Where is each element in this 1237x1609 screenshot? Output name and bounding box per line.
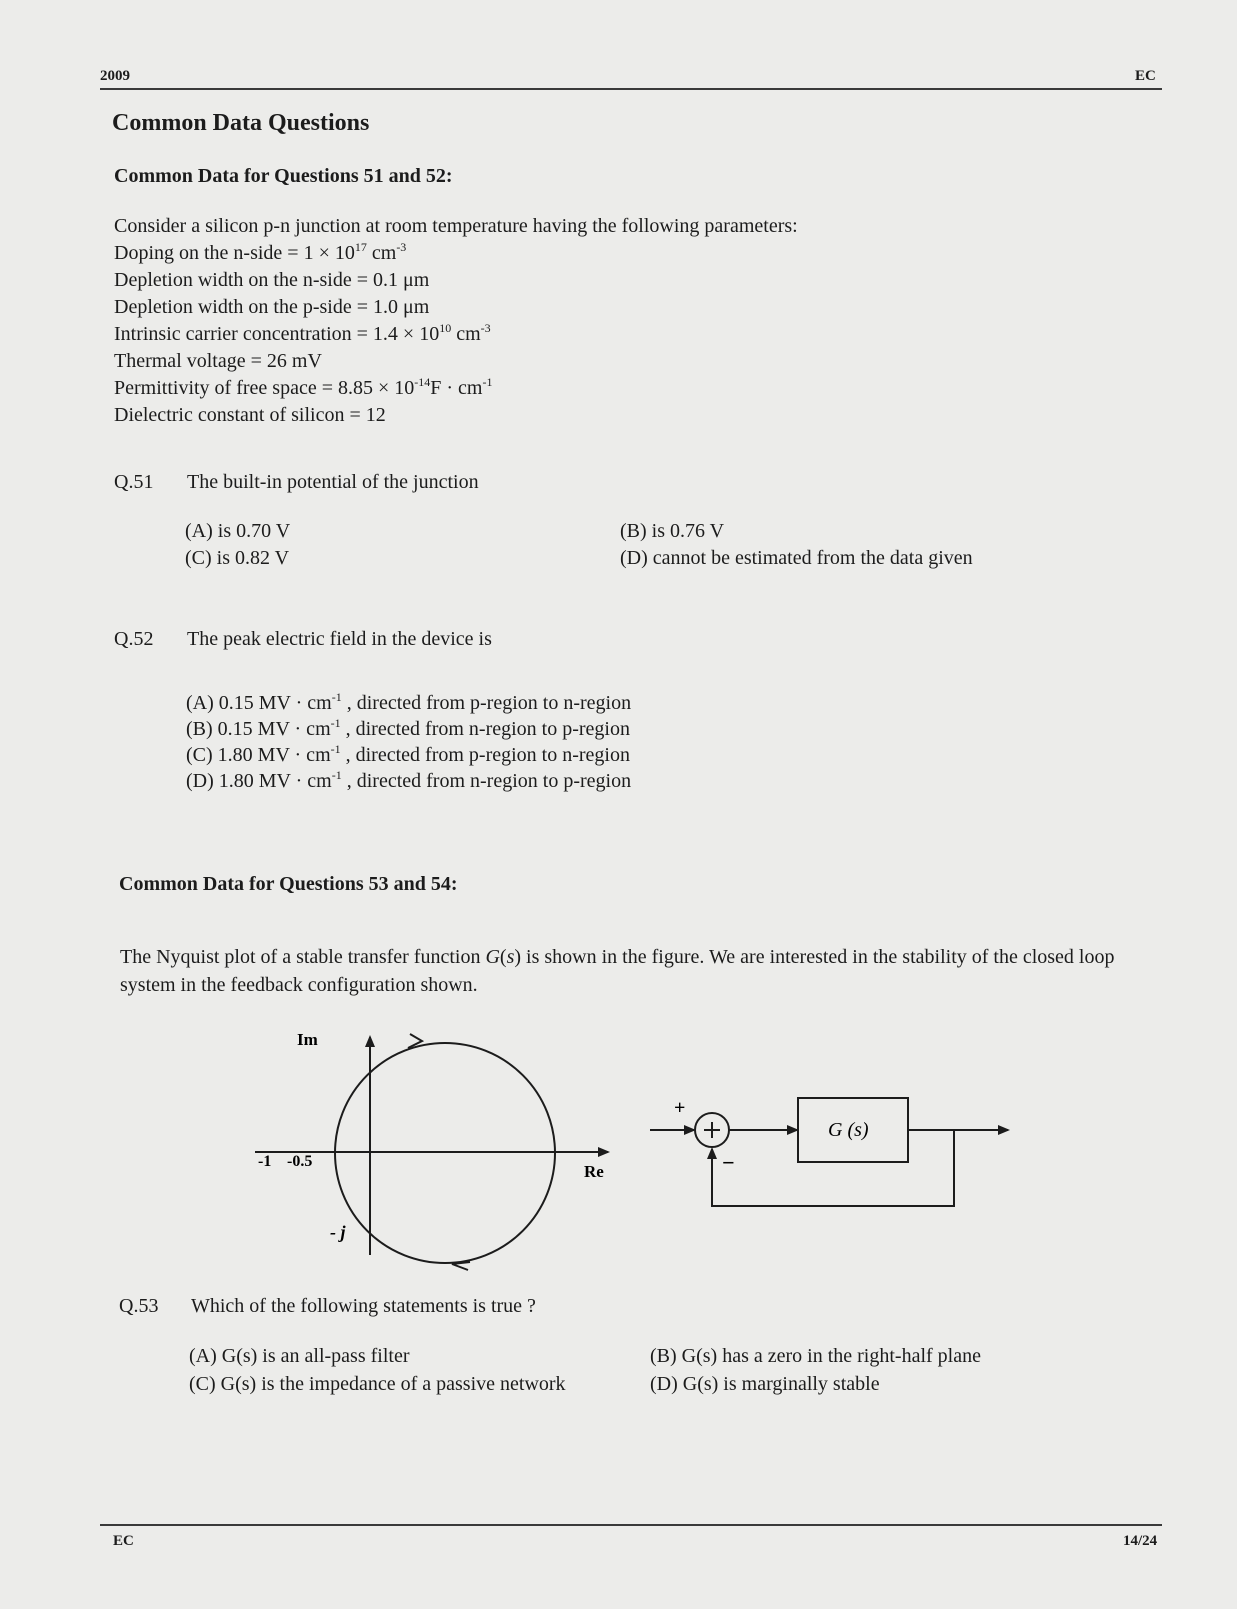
param-thermal-voltage: Thermal voltage = 26 mV (114, 350, 322, 372)
q52-option-d[interactable]: (D) 1.80 MV · $cm^{-1}$ , directed from n-region to p-region (186, 768, 632, 792)
footer-page-number: 14/24 (1123, 1533, 1158, 1549)
q52-number: Q.52 (114, 628, 154, 650)
q53-option-b[interactable]: (B) G(s) has a zero in the right-half plane (650, 1345, 981, 1367)
q53-option-a[interactable]: (A) G(s) is an all-pass filter (189, 1345, 410, 1367)
tick-minus-one: -1 (258, 1153, 272, 1170)
q52-option-a[interactable]: (A) 0.15 MV · $cm^{-1}$ , directed from p-region to n-region (186, 690, 632, 714)
param-depletion-n: Depletion width on the n-side = 0.1 μm (114, 269, 430, 291)
nyquist-plot (255, 1030, 608, 1270)
g-s-label: G (s) (828, 1119, 869, 1141)
q53-number: Q.53 (119, 1295, 159, 1317)
q52-option-c[interactable]: (C) 1.80 MV · $cm^{-1}$ , directed from p-region to n-region (186, 742, 630, 766)
q53-text: Which of the following statements is true ? (191, 1295, 536, 1317)
im-label: Im (297, 1030, 318, 1049)
header-paper-code: EC (1135, 68, 1156, 84)
param-intrinsic: Intrinsic carrier concentration = $1.4 \times 10^{10}$ $cm^{-3}$ (114, 321, 491, 345)
q53-option-d[interactable]: (D) G(s) is marginally stable (650, 1373, 880, 1395)
feedback-block-diagram (650, 1097, 1008, 1206)
param-permittivity: Permittivity of free space = $8.85 \times 10^{-14}F \cdot cm^{-1}$ (114, 375, 493, 399)
group1-title: Common Data for Questions 51 and 52: (114, 165, 453, 187)
q51-option-b[interactable]: (B) is 0.76 V (620, 520, 725, 542)
q51-option-c[interactable]: (C) is 0.82 V (185, 547, 290, 569)
param-depletion-p: Depletion width on the p-side = 1.0 μm (114, 296, 430, 318)
param-doping: Doping on the n-side = $1 \times 10^{17}$ $cm^{-3}$ (114, 240, 407, 264)
header-year: 2009 (100, 68, 130, 84)
q51-option-a[interactable]: (A) is 0.70 V (185, 520, 291, 542)
param-dielectric: Dielectric constant of silicon = 12 (114, 404, 386, 426)
q51-text: The built-in potential of the junction (187, 471, 479, 493)
feedback-path (712, 1130, 954, 1206)
minus-sign: − (722, 1150, 735, 1175)
q53-option-c[interactable]: (C) G(s) is the impedance of a passive network (189, 1373, 566, 1395)
re-label: Re (584, 1162, 604, 1181)
direction-arrow-bottom (452, 1262, 470, 1270)
q52-text: The peak electric field in the device is (187, 628, 492, 650)
section-title: Common Data Questions (112, 110, 370, 136)
q51-option-d[interactable]: (D) cannot be estimated from the data given (620, 547, 973, 569)
q51-number: Q.51 (114, 471, 154, 493)
q52-option-b[interactable]: (B) 0.15 MV · $cm^{-1}$ , directed from n-region to p-region (186, 716, 630, 740)
footer-rule (100, 1524, 1162, 1526)
group2-description: The Nyquist plot of a stable transfer function G(s) is shown in the figure. We are interested in the stability of the closed loop system in the feedback configuration shown. (120, 946, 1115, 996)
tick-minus-half: -0.5 (287, 1153, 313, 1170)
footer-paper-code: EC (113, 1533, 134, 1549)
group1-intro: Consider a silicon p-n junction at room temperature having the following parameters: (114, 215, 798, 237)
tick-minus-j: - j (330, 1222, 346, 1242)
plus-sign: + (674, 1097, 686, 1119)
group2-title: Common Data for Questions 53 and 54: (119, 873, 458, 895)
